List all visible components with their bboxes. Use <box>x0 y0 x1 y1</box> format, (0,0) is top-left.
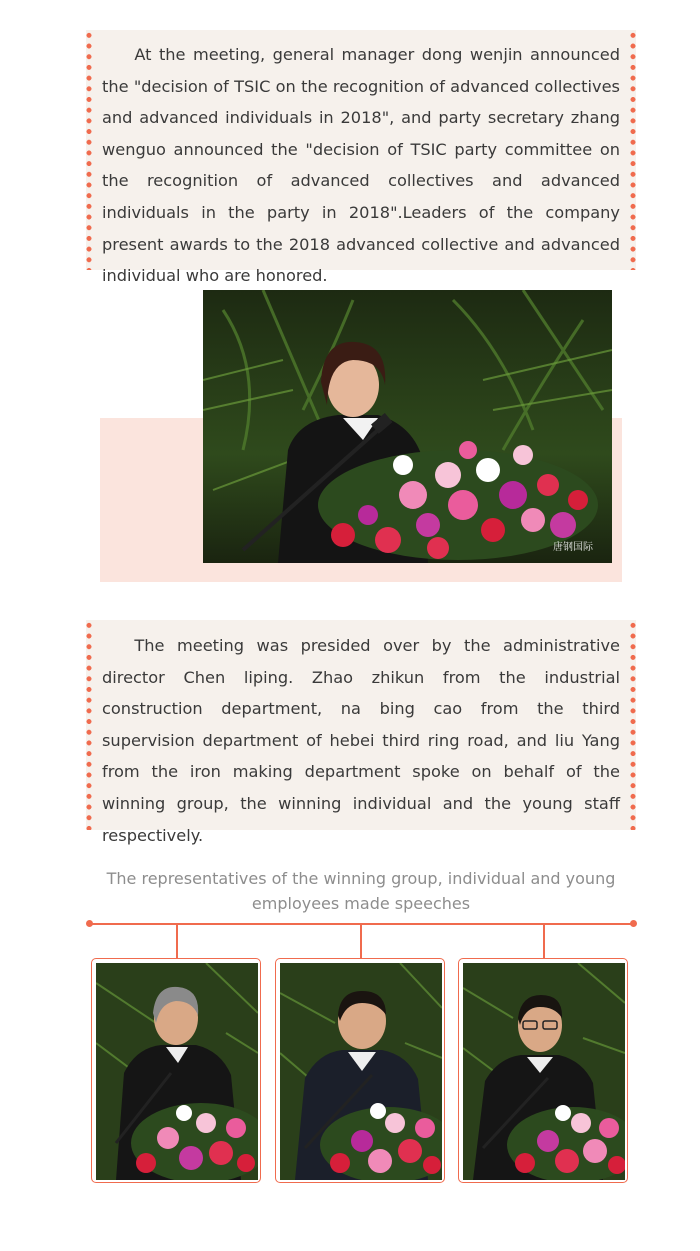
connector-dot-left <box>86 920 93 927</box>
photo-caption: The representatives of the winning group, individual and young employees made speeches <box>106 869 616 913</box>
connector-drop-2 <box>360 924 362 958</box>
photo-speaker-young-staff-representative <box>463 963 625 1180</box>
photo-frame-1 <box>91 958 261 1183</box>
paragraph-awards-announcement: At the meeting, general manager dong wenjin announced the "decision of TSIC on the recognition of advanced collectives and advanced individuals in 2018", and party secretary zhang wenguo announced the "decision of TSIC party committee on the recognition of advanced collectives and advanced individuals in the party in 2018".Leaders of the company present awards to the 2018 advanced collective and advanced individual who are honored. <box>102 45 620 286</box>
paragraph-speakers: The meeting was presided over by the administrative director Chen liping. Zhao zhikun from the industrial construction department, na bing cao from the third supervision department of hebei third ring road, and liu Yang from the iron making department spoke on behalf of the winning group, the winning individual and the young staff respectively. <box>102 636 620 845</box>
connector-dot-right <box>630 920 637 927</box>
photo-speaker-individual-representative <box>280 963 442 1180</box>
dotted-border-right <box>630 30 636 270</box>
text-panel-1 <box>86 30 636 286</box>
dotted-border-left <box>86 30 92 270</box>
dotted-border-left <box>86 620 92 830</box>
photo-watermark: 唐钢国际 <box>553 542 593 553</box>
photo-frame-2 <box>275 958 445 1183</box>
photo-speaker-group-representative <box>96 963 258 1180</box>
connector-drop-3 <box>543 924 545 958</box>
dotted-border-right <box>630 620 636 830</box>
photo-frame-3 <box>458 958 628 1183</box>
connector-drop-1 <box>176 924 178 958</box>
text-panel-2 <box>86 620 636 845</box>
photo-speaker-woman <box>203 290 612 563</box>
